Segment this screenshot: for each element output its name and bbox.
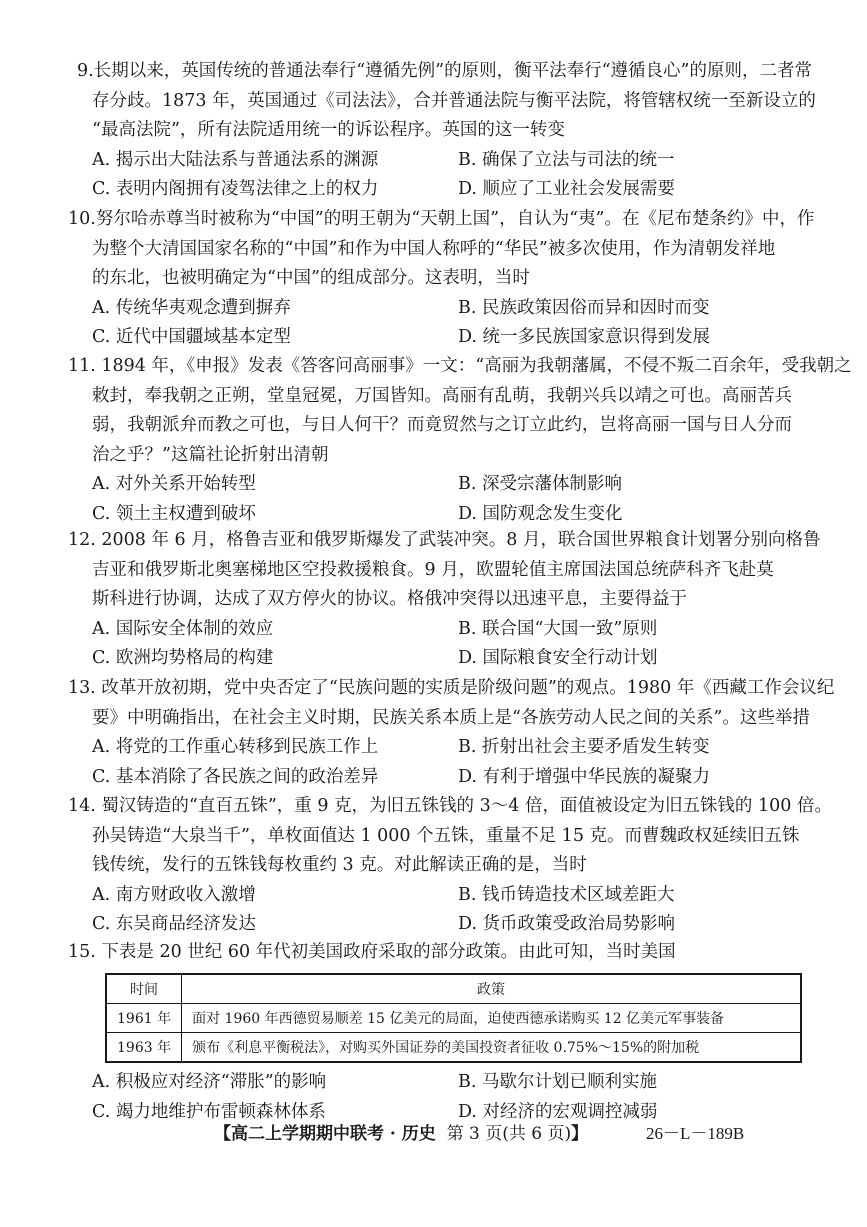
footer-bracket-left: 【: [214, 1124, 231, 1144]
question-10: [68, 205, 815, 353]
option-a: A. 国际安全体制的效应: [92, 618, 274, 639]
table-row: [106, 1004, 801, 1033]
option-d: D. 国防观念发生变化: [458, 503, 623, 524]
options-row: [92, 910, 804, 940]
question-text-line: 弱，我朝派弁而教之可也，与日人何干？而竟贸然与之订立此约，岂将高丽一国与日人分而: [92, 415, 792, 435]
question-11: [68, 352, 852, 529]
option-a: A. 揭示出大陆法系与普通法系的渊源: [92, 149, 379, 170]
options-row: [92, 1068, 804, 1098]
option-c: C. 欧洲均势格局的构建: [92, 648, 274, 668]
question-text-line: 11. 1894 年，《申报》发表《答客问高丽事》一文：“高丽为我朝藩属，不侵不叛二百余年，受我朝之: [68, 356, 852, 376]
policy-table: [105, 973, 802, 1063]
option-c: C. 表明内阁拥有凌驾法律之上的权力: [92, 179, 379, 199]
column-header-time: 时间: [106, 974, 182, 1004]
question-text-line: 9.长期以来，英国传统的普通法奉行“遵循先例”的原则，衡平法奉行“遵循良心”的原则，二者常: [77, 61, 812, 81]
option-a: A. 对外关系开始转型: [92, 474, 256, 494]
question-text-line: 14. 蜀汉铸造的“直百五铢”，重 9 克，为旧五铢钱的 3～4 倍，面值被设定为旧五铢钱的 100 倍。: [68, 796, 832, 816]
question-15-options: [92, 1068, 804, 1127]
question-text-line: 12. 2008 年 6 月，格鲁吉亚和俄罗斯爆发了武装冲突。8 月，联合国世界粮食计划署分别向格鲁: [68, 530, 821, 550]
question-text-line: 13. 改革开放初期，党中央否定了“民族问题的实质是阶级问题”的观点。1980 年《西藏工作会议纪: [68, 678, 835, 698]
option-b: B. 民族政策因俗而异和因时而变: [458, 297, 710, 318]
options-row: [92, 644, 804, 674]
question-text-line: 为整个大清国国家名称的“中国”和作为中国人称呼的“华民”被多次使用，作为清朝发祥地: [92, 238, 776, 259]
options-row: [92, 881, 804, 911]
options-row: [92, 175, 804, 205]
question-text-line: 存分歧。1873 年，英国通过《司法法》，合并普通法院与衡平法院，将管辖权统一至新设立的: [92, 90, 816, 111]
options-row: [92, 500, 804, 530]
option-c: C. 东吴商品经济发达: [92, 914, 256, 934]
question-text-line: 10.努尔哈赤尊当时被称为“中国”的明王朝为“天朝上国”，自认为“夷”。在《尼布楚条约》中，作: [68, 209, 815, 229]
option-d: D. 顺应了工业社会发展需要: [458, 179, 676, 199]
option-b: B. 折射出社会主要矛盾发生转变: [458, 737, 710, 757]
option-c: C. 领土主权遭到破坏: [92, 503, 256, 524]
question-text-line: 15. 下表是 20 世纪 60 年代初美国政府采取的部分政策。由此可知，当时美国: [68, 942, 676, 962]
question-text-line: 吉亚和俄罗斯北奥塞梯地区空投救援粮食。9 月，欧盟轮值主席国法国总统萨科齐飞赴莫: [92, 559, 774, 580]
options-row: [92, 323, 804, 353]
question-text-line: 敕封，奉我朝之正朔，堂皇冠冕，万国皆知。高丽有乱萌，我朝兴兵以靖之可也。高丽苦兵: [92, 385, 792, 406]
option-c: C. 基本消除了各民族之间的政治差异: [92, 766, 379, 787]
option-d: D. 国际粮食安全行动计划: [458, 648, 658, 668]
footer-bracket-right: 】: [571, 1124, 589, 1144]
table-cell-policy: 颁布《利息平衡税法》，对购买外国证券的美国投资者征收 0.75%～15%的附加税: [182, 1033, 801, 1063]
page-footer: [214, 1122, 814, 1146]
question-12: [68, 526, 821, 674]
question-text-line: 治之乎？”这篇社论折射出清朝: [92, 444, 329, 465]
option-b: B. 钱币铸造技术区域差距大: [458, 884, 675, 905]
question-text-line: 要》中明确指出，在社会主义时期，民族关系本质上是“各族劳动人民之间的关系”。这些举措: [92, 707, 810, 728]
option-b: B. 马歇尔计划已顺利实施: [458, 1072, 657, 1092]
question-13: [68, 674, 835, 792]
options-row: [92, 763, 804, 793]
option-b: B. 确保了立法与司法的统一: [458, 149, 675, 170]
option-a: A. 传统华夷观念遭到摒弃: [92, 297, 291, 318]
question-text-line: 的东北，也被明确定为“中国”的组成部分。这表明，当时: [92, 268, 530, 288]
question-15: [68, 938, 804, 968]
question-text-line: “最高法院”，所有法院适用统一的诉讼程序。英国的这一转变: [92, 120, 565, 140]
option-d: D. 货币政策受政治局势影响: [458, 914, 676, 934]
option-c: C. 竭力地维护布雷顿森林体系: [92, 1101, 326, 1122]
question-9: [77, 57, 816, 205]
footer-exam-title: 高二上学期期中联考 · 历史: [231, 1124, 436, 1144]
option-d: D. 对经济的宏观调控减弱: [458, 1101, 658, 1122]
policy-table-wrapper: [105, 973, 802, 1063]
options-row: [92, 615, 804, 645]
footer-exam-code: 26－L－189B: [646, 1124, 745, 1143]
option-d: D. 有利于增强中华民族的凝聚力: [458, 766, 711, 787]
option-b: B. 深受宗藩体制影响: [458, 474, 622, 494]
table-cell-time: 1961 年: [106, 1004, 182, 1033]
options-row: [92, 294, 804, 324]
option-d: D. 统一多民族国家意识得到发展: [458, 327, 711, 347]
option-b: B. 联合国“大国一致”原则: [458, 618, 658, 639]
table-header-row: [106, 974, 801, 1004]
question-text-line: 钱传统，发行的五铢钱每枚重约 3 克。对此解读正确的是，当时: [92, 855, 587, 875]
option-a: A. 将党的工作重心转移到民族工作上: [92, 737, 379, 757]
option-a: A. 积极应对经济“滞胀”的影响: [92, 1072, 327, 1092]
option-a: A. 南方财政收入激增: [92, 884, 256, 905]
options-row: [92, 733, 804, 763]
options-row: [92, 146, 804, 176]
column-header-policy: 政策: [182, 974, 801, 1004]
question-text-line: 孙吴铸造“大泉当千”，单枚面值达 1 000 个五铢，重量不足 15 克。而曹魏政权延续旧五铢: [92, 825, 800, 846]
options-row: [92, 470, 804, 500]
table-row: [106, 1033, 801, 1063]
table-cell-policy: 面对 1960 年西德贸易顺差 15 亿美元的局面，迫使西德承诺购买 12 亿美元军事装备: [182, 1004, 801, 1033]
question-14: [68, 792, 832, 940]
option-c: C. 近代中国疆域基本定型: [92, 327, 291, 347]
question-text-line: 斯科进行协调，达成了双方停火的协议。格俄冲突得以迅速平息，主要得益于: [92, 589, 687, 609]
footer-page-info: 第 3 页(共 6 页): [446, 1124, 572, 1144]
table-cell-time: 1963 年: [106, 1033, 182, 1063]
